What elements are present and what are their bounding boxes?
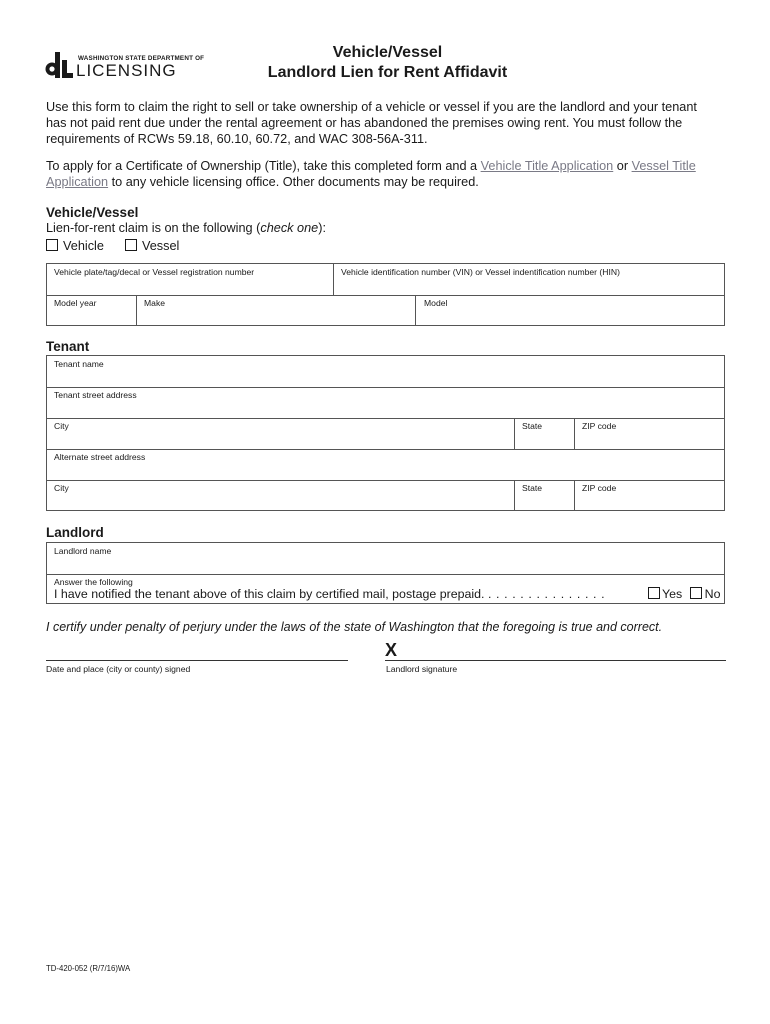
tenant-heading: Tenant — [46, 339, 90, 354]
vehicle-option-label: Vehicle — [63, 239, 104, 253]
claim-italic: check one — [260, 221, 319, 235]
logo-licensing-text: LICENSING — [76, 61, 177, 80]
plate-number-field[interactable]: Vehicle plate/tag/decal or Vessel registration number — [54, 267, 255, 277]
vehicle-info-grid — [46, 263, 725, 326]
intro-line1: Use this form to claim the right to sell or take ownership of a vehicle or vessel if you are the landlord and your tenant — [46, 100, 697, 114]
model-year-field[interactable]: Model year — [54, 298, 97, 308]
alternate-street-field[interactable]: Alternate street address — [54, 452, 146, 462]
vessel-title-application-link[interactable]: Vessel Title — [631, 159, 696, 173]
landlord-name-field[interactable]: Landlord name — [54, 546, 112, 556]
landlord-signature-label: Landlord signature — [386, 664, 458, 674]
form-title — [230, 43, 545, 83]
date-place-label: Date and place (city or county) signed — [46, 664, 191, 674]
no-label: No — [704, 587, 721, 601]
vin-hin-field[interactable]: Vehicle identification number (VIN) or Vessel indentification number (HIN) — [341, 267, 620, 277]
alternate-zip-field[interactable]: ZIP code — [582, 483, 617, 493]
dol-logo — [45, 50, 205, 82]
vehicle-type-options — [46, 239, 179, 253]
tenant-name-field[interactable]: Tenant name — [54, 359, 104, 369]
apply-paragraph — [46, 158, 726, 190]
alternate-state-field[interactable]: State — [522, 483, 543, 493]
leader-dots: . . . . . . . . . . . . . . . — [487, 587, 606, 601]
form-title-line1: Vehicle/Vessel — [332, 44, 443, 61]
apply-text-after: to any vehicle licensing office. Other documents may be required. — [108, 175, 479, 189]
tenant-info-grid — [46, 355, 725, 511]
no-checkbox[interactable] — [690, 587, 702, 599]
intro-line3: requirements of RCWs 59.18, 60.10, 60.72, and WAC 308-56A-311. — [46, 132, 428, 146]
claim-text: Lien-for-rent claim is on the following ( — [46, 221, 261, 235]
form-number: TD-420-052 (R/7/16)WA — [46, 964, 131, 973]
yes-label: Yes — [662, 587, 683, 601]
apply-text-or: or — [613, 159, 632, 173]
vessel-checkbox[interactable] — [125, 239, 137, 251]
tenant-zip-field[interactable]: ZIP code — [582, 421, 617, 431]
vessel-option-label: Vessel — [141, 239, 180, 253]
signature-x-mark: X — [385, 640, 398, 660]
intro-paragraph — [46, 99, 726, 147]
dol-logo-mark-icon — [45, 52, 73, 78]
answer-following-label: Answer the following — [54, 577, 133, 587]
landlord-signature-line[interactable] — [385, 660, 726, 661]
claim-end: ): — [318, 221, 326, 235]
vehicle-vessel-heading: Vehicle/Vessel — [46, 205, 139, 220]
apply-text-before: To apply for a Certificate of Ownership (Title), take this completed form and a — [46, 159, 481, 173]
lien-claim-instruction — [46, 221, 326, 235]
landlord-info-grid — [46, 542, 725, 604]
tenant-street-field[interactable]: Tenant street address — [54, 390, 137, 400]
form-title-line2: Landlord Lien for Rent Affidavit — [267, 64, 508, 81]
vehicle-checkbox[interactable] — [46, 239, 58, 251]
yes-checkbox[interactable] — [648, 587, 660, 599]
intro-line2: has not paid rent due under the rental agreement or has abandoned the premises owing rent. You must follow the — [46, 116, 683, 130]
vessel-title-application-link-cont[interactable]: Application — [46, 175, 109, 189]
tenant-state-field[interactable]: State — [522, 421, 543, 431]
notification-statement — [54, 587, 605, 601]
date-place-signature-line[interactable] — [46, 660, 348, 661]
make-field[interactable]: Make — [144, 298, 166, 308]
vehicle-title-application-link[interactable]: Vehicle Title Application — [480, 159, 614, 173]
landlord-heading: Landlord — [46, 525, 104, 540]
notified-text: I have notified the tenant above of this claim by certified mail, postage prepaid. — [54, 587, 485, 601]
certification-statement: I certify under penalty of perjury under the laws of the state of Washington that the foregoing is true and correct. — [46, 620, 663, 634]
alternate-city-field[interactable]: City — [54, 483, 69, 493]
tenant-city-field[interactable]: City — [54, 421, 69, 431]
model-field[interactable]: Model — [424, 298, 448, 308]
yes-no-options — [648, 587, 721, 601]
logo-department-text: WASHINGTON STATE DEPARTMENT OF — [78, 55, 205, 62]
